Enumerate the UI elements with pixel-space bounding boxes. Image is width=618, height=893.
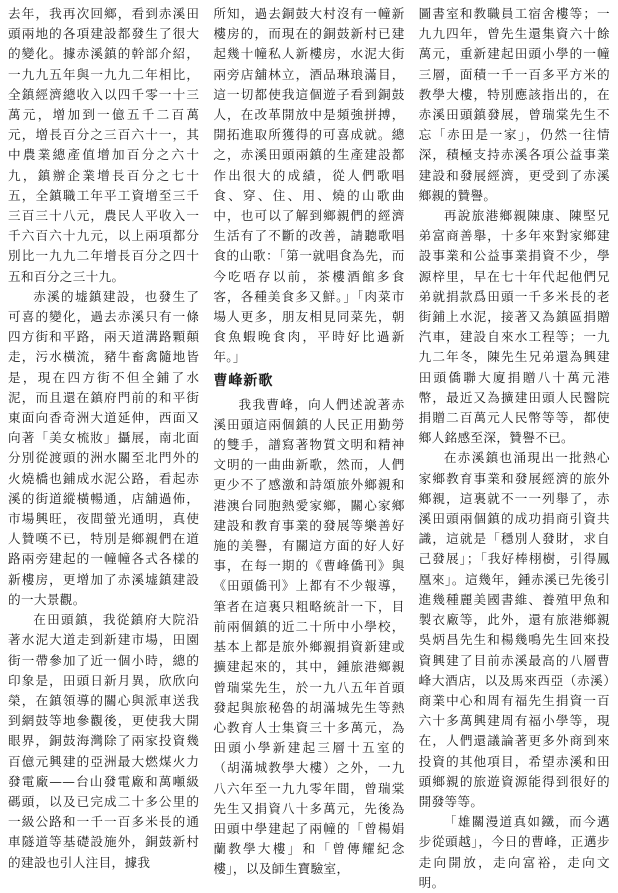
paragraph-tiantou-visit: 在田頭鎮，我從鎮府大院沿著水泥大道走到新建市場，田園街一帶參加了近一個小時，總的印象是，田頭日新月異，欣欣向榮，在鎮領導的關心與派車送我到網鼓等地參觀後，更使我大開眼界，銅鼓海灣除了兩家投資幾百億元興建的亞洲最大燃煤火力發電廠——台山發電廠和萬噸級碼頭，以及已完成二十多公里的一級公路和一千一百多米長的通車隧道等基礎設施外，銅鼓新村的建設也引人注目，據我 <box>8 612 200 870</box>
paragraph-tonggu-village: 所知，過去銅鼓大村沒有一幢新樓房的，而現在的銅鼓新村已建起幾十幢私人新樓房，水泥大街兩旁店舖林立，酒品琳琅滿目，這一切都使我這個遊子看到銅鼓人，在改革開放中是頻強拼搏，開拓進取所獲得的可喜成就。總之，赤溪田頭兩鎮的生產建設都作出很大的成績，從人們歌唱食、穿、住、用、燒的山歌曲中，也可以了解到鄉親們的經濟生活有了不斷的改善，請聽歌唱食的山歌：「第一就唱食為先，而今吃唔存以前，茶樓酒館多食客，各種美食多又鮮。」「肉菜市場人更多，朋友相見同菜先，朝食魚蝦晚食肉，平時好比過新年。」 <box>213 6 405 365</box>
paragraph-chixi-town-construction: 赤溪的墟鎮建設，也發生了可喜的變化，過去赤溪只有一條四方街和平路，兩天道溝路顆顛走，污水橫流，豬牛畜禽隨地皆是，現在四方街不但全鋪了水泥，而且還在鎮府門前的和平街東面向香奇洲大道延伸，西面又向著「美女梳妝」攝展，南北面分別從渡頭的洲水關至北門外的火燒橋也鋪成水泥公路，看起赤溪的街道縱橫暢通，店舖過佈，市場興旺，夜間螢光通明，真使人贊嘆不已，特別是鄉親們在道路兩旁建起的一幢幢各式各樣的新樓房，更增加了赤溪墟鎮建設的一大景觀。 <box>8 288 200 607</box>
column-1 <box>8 4 200 870</box>
paragraph-village-economy: 去年，我再次回鄉，看到赤溪田頭兩地的各項建設都發生了很大的變化。據赤溪鎮的幹部介紹，一九九五年與一九九二年相比，全鎮經濟總收入以四千零一十三萬元，增加到一億五千二百萬元，增長百分之三百六十一，其中農業總產值增加百分之六十九，鎮辦企業增長百分之七十五，全鎮職工年平工資增至三千三百三十八元，農民人平收入一千六百六十九元，以上兩項都分別比一九九二年增長百分之四十五和百分之三十九。 <box>8 6 200 284</box>
paragraph-school-buildings: 圖書室和教職員工宿舍樓等；一九九四年，曾先生還集資六十餘萬元，重新建起田頭小學的一幢三層，面積一千一百多平方米的教學大樓，特別應該指出的，在赤溪田頭鎮發展，曾瑞棠先生不忘「赤田是一家」，仍然一往情深，積極支持赤溪各項公益事業建設和發展經濟，更受到了赤溪鄉親的贊譽。 <box>418 6 610 203</box>
paragraph-overseas-donations: 我我曹峰，向人們述說著赤溪田頭這兩個鎮的人民正用勤勞的雙手，譜寫著物質文明和精神文明的一曲曲新歌，然而，人們更少不了感激和詩頌旅外鄉親和港澳台同胞熱愛家鄉，關心家鄉建設和教育事業的發展等樂善好施的美譽，有關這方面的好人好事，在每一期的《曹峰僑刊》與《田頭僑刊》上都有不少報導，筆者在這裏只粗略統計一下，目前兩個鎮的近二十所中小學校，基本上都是旅外鄉親捐資新建或擴建起來的，其中，鍾旅港鄉親曾瑞棠先生，於一九八五年首頭發起與旅秘魯的胡滿城先生等熱心教育人士集資三十多萬元，為田頭小學新建起三層十五室的（胡滿城教學大樓）之外，一九八六年至一九九零年間，曾瑞棠先生又捐資八十多萬元，先後為田頭中學建起了兩幢的「曾楊娟蘭教學大樓」和「曾傳耀紀念樓」，以及師生寶驗室， <box>213 396 405 877</box>
section-heading: 曹峰新歌 <box>213 372 274 389</box>
paragraph-chen-brothers: 再說旅港鄉親陳康、陳堅兄弟富商善舉，十多年來對家鄉建設事業和公益事業捐資不少，學源梓里，早在七十年代起他們兄弟就捐款爲田頭一千多米長的老街鋪上水泥，接著又為鎮區捐贈汽車，建設自來水工程等；一九九二年冬，陳先生兄弟還為興建田頭僑聯大廈捐贈八十萬元港幣，最近又為擴建田頭人民醫院捐贈二百萬元人民幣等等，都使鄉人銘感至深，贊譽不已。 <box>418 208 610 446</box>
paragraph-closing: 「雄關漫道真如鐵，而今邁步從頭越」，今日的曹峰，正邁步走向開放，走向富裕，走向文明。 <box>418 814 610 890</box>
column-2 <box>213 4 405 877</box>
column-3 <box>418 4 610 890</box>
paragraph-investment: 在赤溪鎮也涌現出一批熱心家鄉教育事業和發展經濟的旅外鄉親，這裏就不一一列舉了，赤溪田頭兩個鎮的成功捐商引資共識，這就是「穩別人發財，求自己發展」；「我好棒栩樹，引得鳳凰來」。這幾年，鍾赤溪已先後引進幾種麗美國書維、養殖甲魚和製衣廠等，此外，還有旅港鄉親吳炳昌先生和楊幾鳴先生回來投資興建了目前赤溪最高的八層曹峰大酒店，以及馬來西亞（赤溪）商業中心和周有福先生捐資一百六十多萬興建周有福小學等，現在，人們還議論著更多外商到來投資的其他項目，希望赤溪和田頭鄉親的旅遊資源能得到很好的開發等等。 <box>418 450 610 809</box>
